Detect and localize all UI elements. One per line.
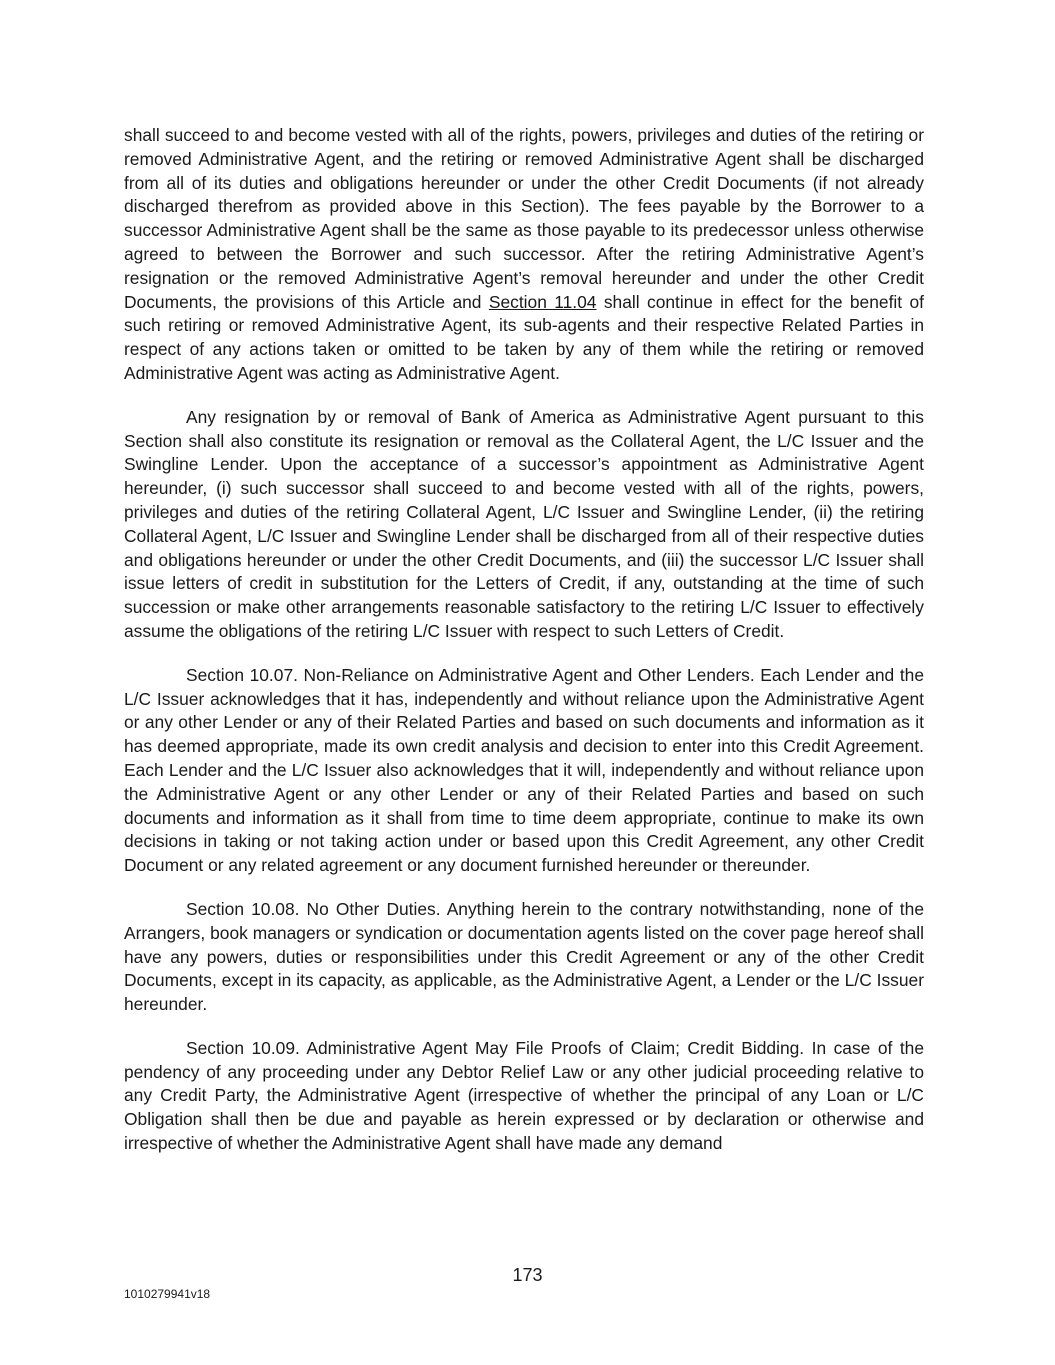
document-id: 1010279941v18: [124, 1287, 211, 1301]
paragraph-text: shall continue in effect for the benefit of such retiring or removed Administrative Agent, its sub-agents and their respective Related Parties in respect of any actions taken or omitted to be taken by any of them while the retiring or removed Administrative Agent was acting as Administrative Agent.: [124, 291, 924, 383]
paragraph-text: shall succeed to and become vested with all of the rights, powers, privileges and duties of the retiring or removed Administrative Agent, and the retiring or removed Administrative Agent shall be discharged from all of its duties and obligations hereunder or under the other Credit Documents (if not already discharged therefrom as provided above in this Section). The fees payable by the Borrower to a successor Administrative Agent shall be the same as those payable to its predecessor unless otherwise agreed to between the Borrower and such successor. After the retiring Administrative Agent’s resignation or the removed Administrative Agent’s removal hereunder and under the other Credit Documents, the provisions of this Article and: [124, 125, 924, 312]
paragraph-continuation: [124, 124, 924, 386]
paragraph-section-10-07: Section 10.07. Non-Reliance on Administrative Agent and Other Lenders. Each Lender and the L/C Issuer acknowledges that it has, independently and without reliance upon the Administrative Agent or any other Lender or any of their Related Parties and based on such documents and information as it has deemed appropriate, made its own credit analysis and decision to enter into this Credit Agreement. Each Lender and the L/C Issuer also acknowledges that it will, independently and without reliance upon the Administrative Agent or any other Lender or any of their Related Parties and based on such documents and information as it shall from time to time deem appropriate, continue to make its own decisions in taking or not taking action under or based upon this Credit Agreement, any other Credit Document or any related agreement or any document furnished hereunder or thereunder.: [124, 664, 924, 876]
page-number: 173: [512, 1265, 543, 1285]
document-body: [124, 124, 924, 1176]
paragraph-section-10-08: Section 10.08. No Other Duties. Anything herein to the contrary notwithstanding, none of the Arrangers, book managers or syndication or documentation agents listed on the cover page hereof shall have any powers, duties or responsibilities under this Credit Agreement or any of the other Credit Documents, except in its capacity, as applicable, as the Administrative Agent, a Lender or the L/C Issuer hereunder.: [124, 898, 924, 1015]
paragraph-resignation: Any resignation by or removal of Bank of America as Administrative Agent pursuant to this Section shall also constitute its resignation or removal as the Collateral Agent, the L/C Issuer and the Swingline Lender. Upon the acceptance of a successor’s appointment as Administrative Agent hereunder, (i) such successor shall succeed to and become vested with all of the rights, powers, privileges and duties of the retiring Collateral Agent, L/C Issuer and Swingline Lender, (ii) the retiring Collateral Agent, L/C Issuer and Swingline Lender shall be discharged from all of their respective duties and obligations hereunder or under the other Credit Documents, and (iii) the successor L/C Issuer shall issue letters of credit in substitution for the Letters of Credit, if any, outstanding at the time of such succession or make other arrangements reasonable satisfactory to the retiring L/C Issuer to effectively assume the obligations of the retiring L/C Issuer with respect to such Letters of Credit.: [124, 406, 924, 641]
paragraph-section-10-09: Section 10.09. Administrative Agent May File Proofs of Claim; Credit Bidding. In case of the pendency of any proceeding under any Debtor Relief Law or any other judicial proceeding relative to any Credit Party, the Administrative Agent (irrespective of whether the principal of any Loan or L/C Obligation shall then be due and payable as herein expressed or by declaration or otherwise and irrespective of whether the Administrative Agent shall have made any demand: [124, 1037, 924, 1154]
section-reference-link: Section 11.04: [488, 291, 597, 312]
